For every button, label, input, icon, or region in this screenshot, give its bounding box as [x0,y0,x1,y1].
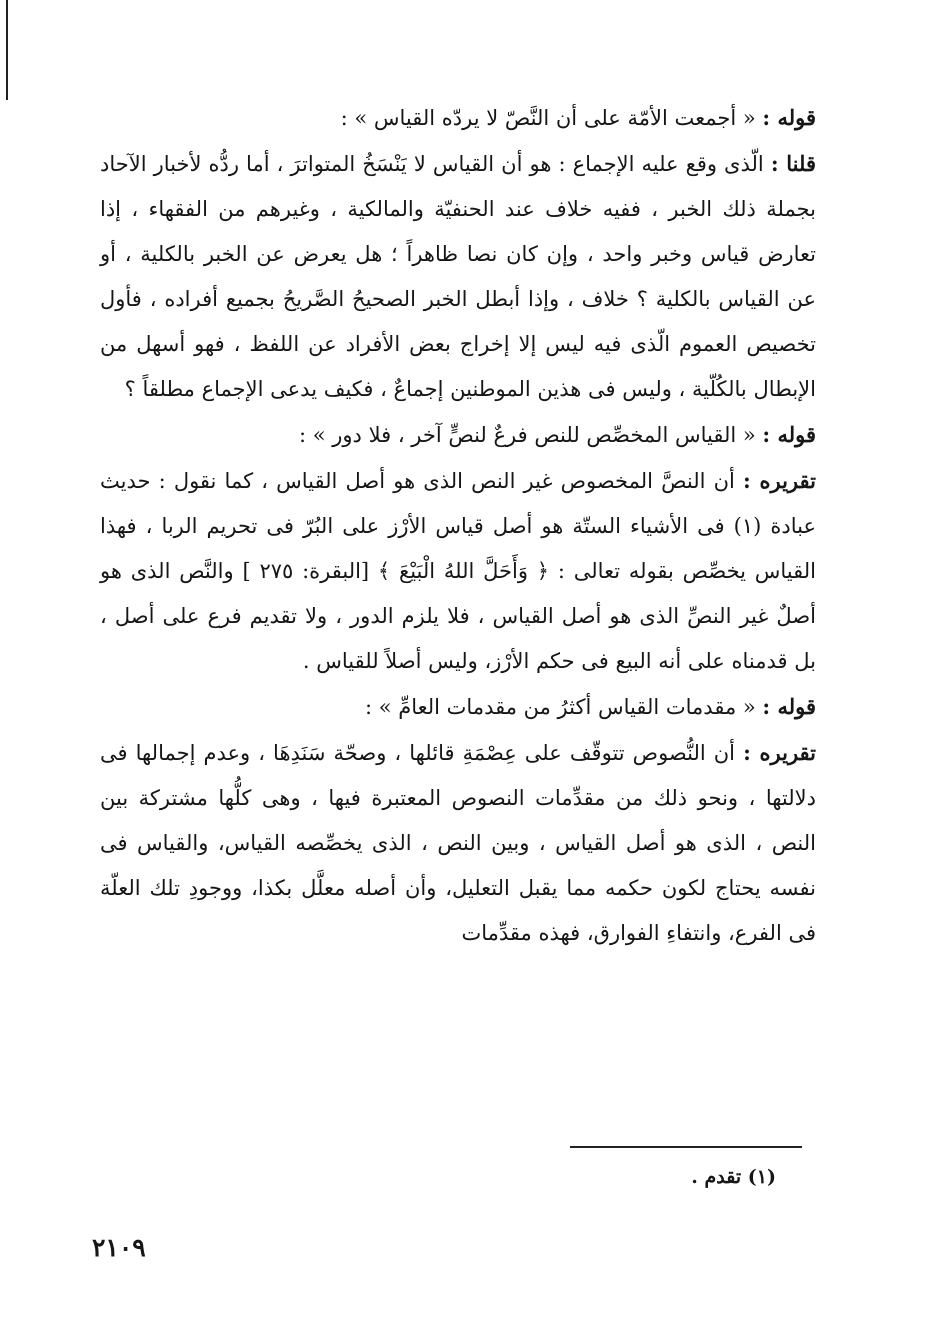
paragraph-text: « القياس المخصِّص للنص فرعٌ لنصٍّ آخر ، فلا دور » : [299,423,763,447]
paragraph-6 [100,730,816,956]
paragraph-lead: تقريره : [742,468,816,493]
paragraph-lead: تقريره : [743,740,816,765]
paragraph-text: « مقدمات القياس أكثرُ من مقدمات العامِّ » : [364,695,763,719]
paragraph-text: الّذى وقع عليه الإجماع : هو أن القياس لا يَنْسَخُ المتواترَ ، أما ردُّه لأخبار الآحاد بجملة ذلك الخبر ، ففيه خلاف عند الحنفيّة والمالكية ، وغيرهم من الفقهاء ، إذا تعارض قياس وخبر واحد ، وإن كان نصا ظاهراً ؛ هل يعرض عن الخبر بالكلية ، أو عن القياس بالكلية ؟ خلاف ، وإذا أبطل الخبر الصحيحُ الصَّريحُ بجميع أفراده ، فأول تخصيص العموم الّذى فيه ليس إلا إخراج بعض الأفراد عن اللفظ ، فهو أسهل من الإبطال بالكُلّية ، وليس فى هذين الموطنين إجماعٌ ، فكيف يدعى الإجماع مطلقاً ؟ [100,152,816,401]
footnote: (١) تقدم . [691,1166,776,1188]
footnote-divider [570,1146,802,1148]
paragraph-2 [100,141,816,412]
paragraph-lead: قلنا : [770,151,816,176]
paragraph-text: أن النُّصوص تتوقّف على عِصْمَةِ قائلها ، وصحّة سَنَدِهَا ، وعدم إجمالها فى دلالتها ، ونحو ذلك من مقدِّمات النصوص المعتبرة فيها ، وهى كلُّها مشتركة بين النص ، الذى هو أصل القياس ، وبين النص ، الذى يخصِّصه القياس، والقياس فى نفسه يحتاج لكون حكمه مما يقبل التعليل، وأن أصله معلَّل بكذا، ووجودِ تلك العلّة فى الفرع، وانتفاءِ الفوارق، فهذه مقدِّمات [100,741,816,945]
paragraph-text: أن النصَّ المخصوص غير النص الذى هو أصل القياس ، كما نقول : حديث عبادة (١) فى الأشياء الستّة هو أصل قياس الأرْز على البُرّ فى تحريم الربا ، فهذا القياس يخصِّص بقوله تعالى : ﴿ وَأَحَلَّ اللهُ الْبَيْعَ ﴾ [البقرة: ٢٧٥ ] والنَّص الذى هو أصلٌ غير النصِّ الذى هو أصل القياس ، فلا يلزم الدور ، ولا تقديم فرع على أصل ، بل قدمناه على أنه البيع فى حكم الأرْز، وليس أصلاً للقياس . [100,469,816,673]
paragraph-4 [100,458,816,684]
paragraph-5 [100,684,816,730]
scan-edge-line [6,0,8,100]
paragraph-1 [100,95,816,141]
paragraph-3 [100,412,816,458]
paragraph-lead: قوله : [762,105,816,130]
paragraph-lead: قوله : [762,694,816,719]
page-number: ٢١٠٩ [92,1233,146,1262]
paragraph-text: « أجمعت الأمّة على أن النَّصّ لا يردّه القياس » : [340,106,763,130]
paragraph-lead: قوله : [762,422,816,447]
page-body [100,95,816,956]
